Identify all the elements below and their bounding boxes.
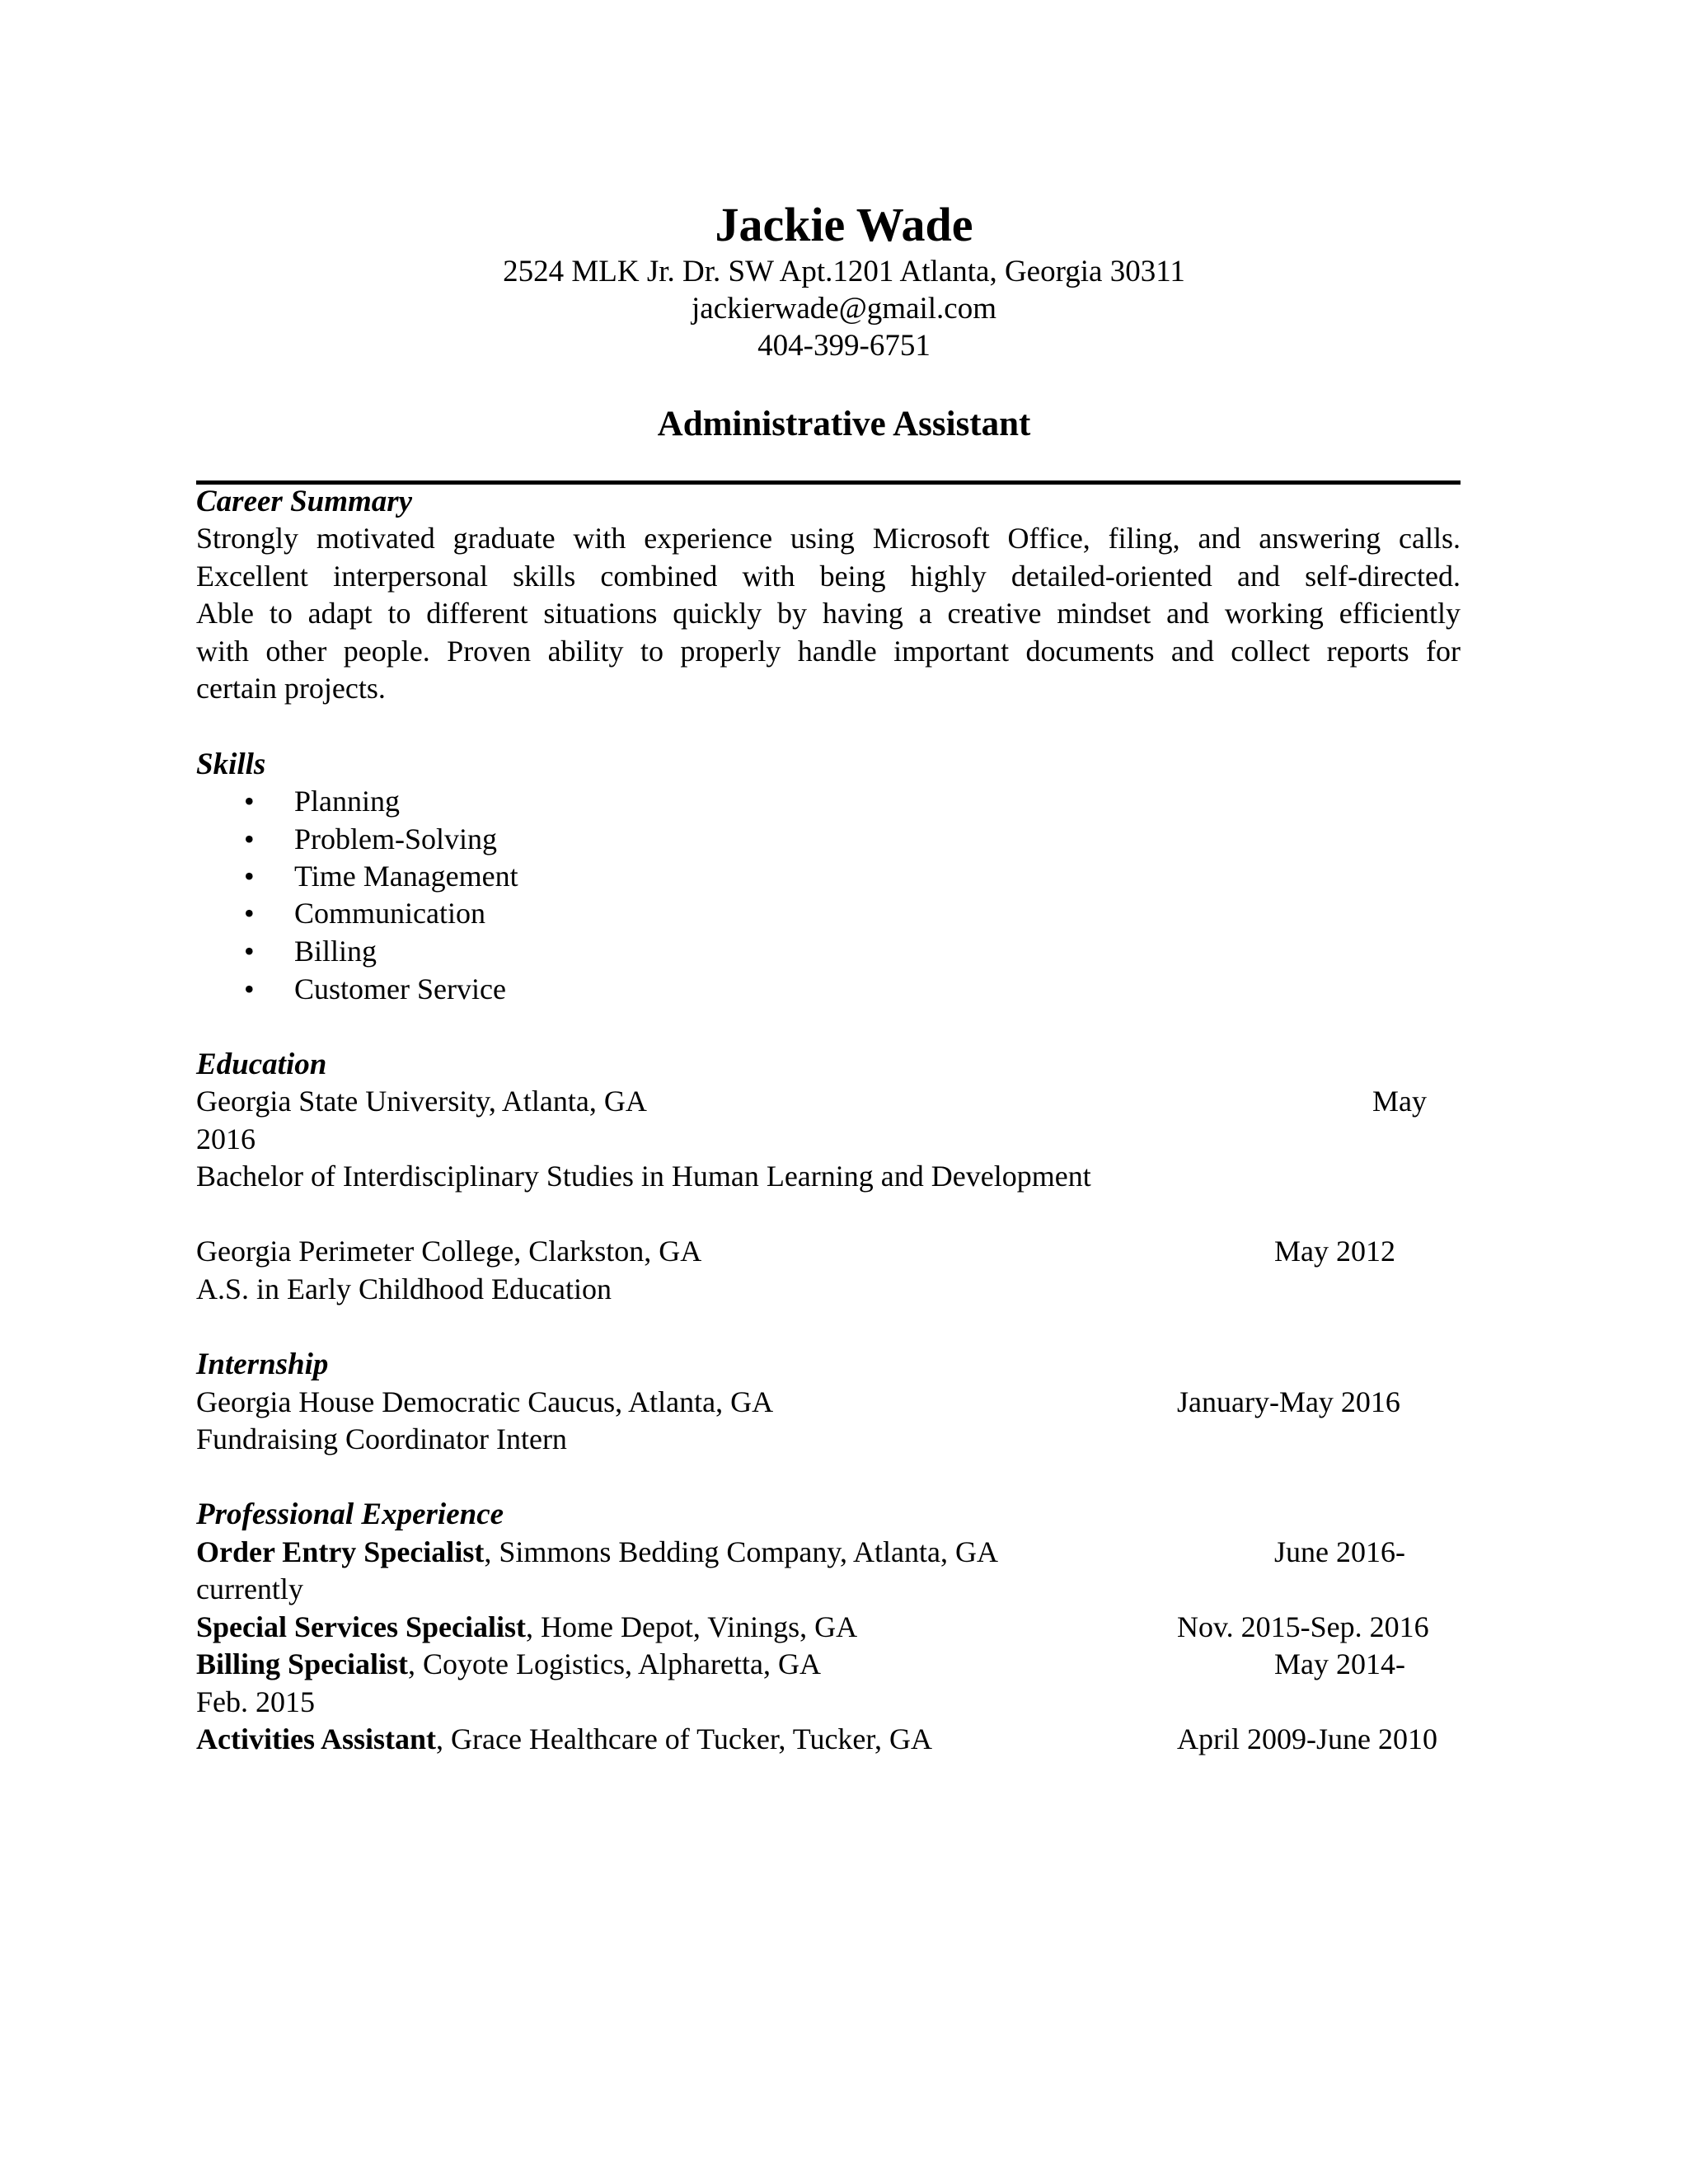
summary-line: Excellent interpersonal skills combined with being highly detailed-oriented and self-directed. — [196, 560, 1461, 593]
skill-item: Customer Service — [294, 972, 506, 1005]
job-title: Order Entry Specialist — [196, 1535, 485, 1568]
bullet-icon: • — [244, 935, 255, 968]
career-summary-heading: Career Summary — [196, 485, 413, 518]
education-heading: Education — [196, 1047, 327, 1081]
job-org: , Grace Healthcare of Tucker, Tucker, GA — [436, 1722, 932, 1755]
job-entry — [196, 1534, 998, 1571]
job-org: , Coyote Logistics, Alpharetta, GA — [408, 1647, 821, 1680]
degree: Bachelor of Interdisciplinary Studies in Human Learning and Development — [196, 1160, 1091, 1193]
job-title: Administrative Assistant — [657, 405, 1031, 443]
job-entry — [196, 1609, 857, 1646]
job-title: Activities Assistant — [196, 1722, 436, 1755]
skill-item: Communication — [294, 897, 485, 930]
internship-heading: Internship — [196, 1347, 329, 1381]
education-date: May 2012 — [1274, 1235, 1395, 1268]
internship-role: Fundraising Coordinator Intern — [196, 1422, 567, 1455]
job-title: Billing Specialist — [196, 1647, 409, 1680]
job-entry — [196, 1646, 821, 1683]
bullet-icon: • — [244, 860, 255, 893]
job-date: June 2016- — [1274, 1535, 1405, 1568]
internship-date: January-May 2016 — [1177, 1385, 1400, 1418]
summary-line: Strongly motivated graduate with experience using Microsoft Office, filing, and answering calls. — [196, 522, 1461, 555]
skill-item: Billing — [294, 935, 377, 968]
job-org: , Home Depot, Vinings, GA — [525, 1610, 858, 1643]
phone: 404-399-6751 — [757, 329, 931, 363]
skill-item: Planning — [294, 785, 401, 818]
internship-org: Georgia House Democratic Caucus, Atlanta, GA — [196, 1385, 774, 1418]
summary-line: certain projects. — [196, 672, 386, 705]
skills-heading: Skills — [196, 748, 266, 781]
email: jackierwade@gmail.com — [692, 292, 996, 326]
education-date: May — [1372, 1085, 1427, 1118]
job-date: May 2014- — [1274, 1647, 1405, 1680]
job-date-wrap: Feb. 2015 — [196, 1685, 315, 1718]
job-org: , Simmons Bedding Company, Atlanta, GA — [484, 1535, 998, 1568]
bullet-icon: • — [244, 897, 255, 930]
skill-item: Problem-Solving — [294, 823, 498, 855]
job-title: Special Services Specialist — [196, 1610, 526, 1643]
bullet-icon: • — [244, 785, 255, 818]
education-date-wrap: 2016 — [196, 1122, 256, 1155]
summary-line: Able to adapt to different situations quickly by having a creative mindset and working efficiently — [196, 597, 1461, 630]
summary-line: with other people. Proven ability to properly handle important documents and collect reports for — [196, 635, 1461, 668]
job-date: Nov. 2015-Sep. 2016 — [1177, 1610, 1429, 1643]
degree: A.S. in Early Childhood Education — [196, 1272, 612, 1305]
skill-item: Time Management — [294, 860, 518, 893]
school-name: Georgia Perimeter College, Clarkston, GA — [196, 1235, 702, 1268]
job-date: April 2009-June 2010 — [1177, 1722, 1437, 1755]
candidate-name: Jackie Wade — [715, 198, 973, 251]
bullet-icon: • — [244, 823, 255, 855]
job-entry — [196, 1721, 932, 1758]
job-date-wrap: currently — [196, 1572, 303, 1605]
address: 2524 MLK Jr. Dr. SW Apt.1201 Atlanta, Georgia 30311 — [503, 255, 1185, 288]
school-name: Georgia State University, Atlanta, GA — [196, 1085, 647, 1118]
bullet-icon: • — [244, 972, 255, 1005]
experience-heading: Professional Experience — [196, 1497, 504, 1531]
